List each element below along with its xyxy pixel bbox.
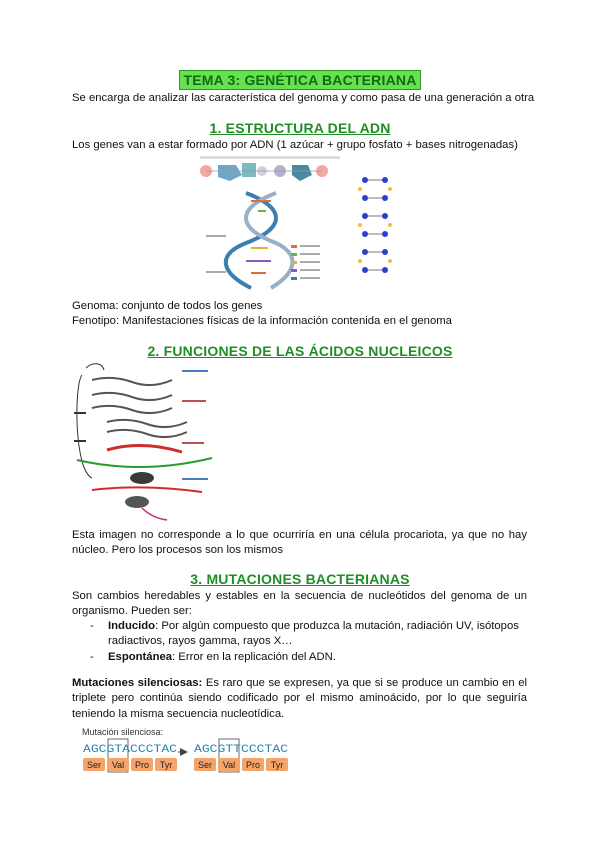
section-1-heading: 1. ESTRUCTURA DEL ADN	[209, 120, 391, 136]
bullet-text: : Por algún compuesto que produzca la mutación, radiación UV, isótopos radiactivos, rayos gamma, rayos X…	[108, 620, 519, 648]
bullet-term: Espontánea	[108, 651, 173, 663]
document-title: TEMA 3: GENÉTICA BACTERIANA	[0, 70, 600, 90]
intro-text: Se encarga de analizar las característica del genoma y como pasa de una generación a otra	[72, 92, 535, 104]
silent-term: Mutaciones silenciosas:	[72, 677, 203, 689]
bullet-term: Inducido	[108, 620, 156, 632]
amino-acid-label: Tyr	[270, 760, 284, 770]
sequence-before: AGCGTACCCTAC	[83, 744, 178, 756]
section-3-heading: 3. MUTACIONES BACTERIANAS	[190, 571, 410, 587]
section-2-paragraph: Esta imagen no corresponde a lo que ocurriría en una célula procariota, ya que no hay núcleo. Pero los procesos son los mismos	[72, 529, 527, 557]
genoma-definition: Genoma: conjunto de todos los genes	[72, 300, 263, 312]
bullet-text: : Error en la replicación del ADN.	[172, 651, 336, 663]
bullet-dash: -	[90, 620, 94, 632]
mutation-figure-caption: Mutación silenciosa:	[82, 727, 164, 737]
silent-mutation-figure	[82, 738, 302, 776]
amino-acid-label: Ser	[86, 760, 102, 770]
dna-structure-figure	[196, 153, 346, 298]
silent-text: Es raro que se expresen, ya que si se produce un cambio en el triplete pero continúa siendo codificado por el mismo aminoácido, por lo que seguiría teniendo la misma secuencia nucleotídica.	[72, 677, 527, 720]
amino-acid-label: Val	[111, 760, 125, 770]
arrow-icon	[180, 748, 188, 756]
section-2-heading: 2. FUNCIONES DE LAS ÁCIDOS NUCLEICOS	[147, 343, 453, 359]
dna-ladder-figure	[350, 170, 400, 290]
section-1-text: Los genes van a estar formado por ADN (1 azúcar + grupo fosfato + bases nitrogenadas)	[72, 139, 518, 151]
sequence-after: AGCGTTCCCTAC	[194, 744, 289, 756]
amino-acid-label: Pro	[245, 760, 261, 770]
amino-acid-label: Tyr	[159, 760, 173, 770]
amino-acid-label: Ser	[197, 760, 213, 770]
amino-acid-label: Pro	[134, 760, 150, 770]
amino-acid-label: Val	[222, 760, 236, 770]
silent-mutation-paragraph	[72, 676, 527, 722]
bullet-dash: -	[90, 651, 94, 663]
fenotipo-definition: Fenotipo: Manifestaciones físicas de la información contenida en el genoma	[72, 315, 452, 327]
section-3-paragraph: Son cambios heredables y estables en la secuencia de nucleótidos del genoma de un organismo. Pueden ser:	[72, 590, 527, 618]
nucleic-acid-functions-figure	[72, 360, 222, 525]
